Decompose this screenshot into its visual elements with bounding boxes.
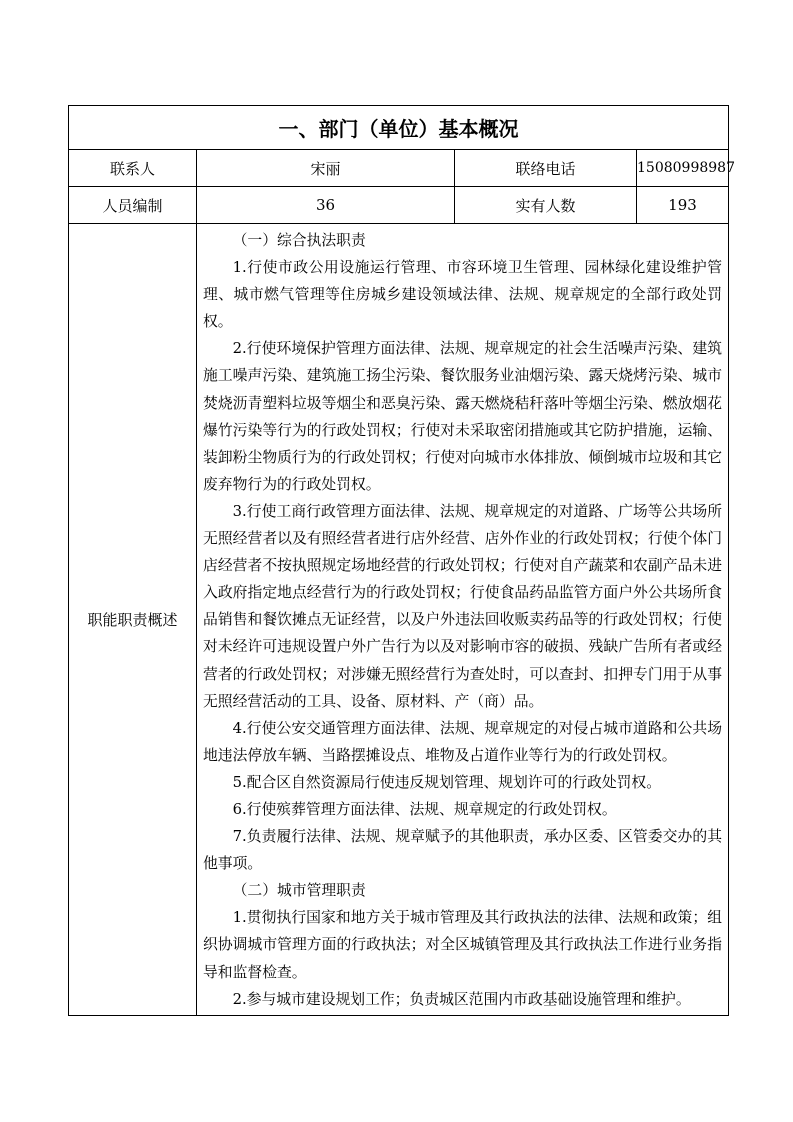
staff-label: 人员编制: [69, 187, 197, 224]
contact-value: 宋丽: [197, 150, 455, 187]
duty-paragraph: 2.行使环境保护管理方面法律、法规、规章规定的社会生活噪声污染、建筑施工噪声污染、建筑施工扬尘污染、餐饮服务业油烟污染、露天烧烤污染、城市焚烧沥青塑料垃圾等烟尘和恶臭污染、露天燃烧秸秆落叶等烟尘污染、燃放烟花爆竹污染等行为的行政处罚权；行使对未采取密闭措施或其它防护措施，运输、装卸粉尘物质行为的行政处罚权；行使对向城市水体排放、倾倒城市垃圾和其它废弃物行为的行政处罚权。: [203, 340, 722, 493]
duty-paragraph: 7.负责履行法律、法规、规章赋予的其他职责，承办区委、区管委交办的其他事项。: [203, 828, 722, 873]
duties-content: [197, 224, 729, 1016]
duty-heading: （二）城市管理职责: [232, 882, 366, 900]
contact-row: [69, 150, 729, 187]
staff-value: 36: [197, 187, 455, 224]
contact-label: 联系人: [69, 150, 197, 187]
duty-paragraph: 3.行使工商行政管理方面法律、法规、规章规定的对道路、广场等公共场所无照经营者以及有照经营者进行店外经营、店外作业的行政处罚权；行使个体门店经营者不按执照规定场地经营的行政处罚权；行使对自产蔬菜和农副产品未进入政府指定地点经营行为的行政处罚权；行使食品药品监管方面户外公共场所食品销售和餐饮摊点无证经营，以及户外违法回收贩卖药品等的行政处罚权；行使对未经许可违规设置户外广告行为以及对影响市容的破损、残缺广告所有者或经营者的行政处罚权；对涉嫌无照经营行为查处时，可以查封、扣押专门用于从事无照经营活动的工具、设备、原材料、产（商）品。: [203, 502, 722, 710]
phone-value: 15080998987: [637, 150, 729, 187]
duty-paragraph: 2.参与城市建设规划工作；负责城区范围内市政基础设施管理和维护。: [232, 990, 691, 1008]
duty-heading: （一）综合执法职责: [232, 232, 366, 249]
duties-row: [69, 224, 729, 1016]
duty-paragraph: 5.配合区自然资源局行使违反规划管理、规划许可的行政处罚权。: [232, 773, 662, 791]
duty-paragraph: 6.行使殡葬管理方面法律、法规、规章规定的行政处罚权。: [232, 800, 617, 818]
staff-row: [69, 187, 729, 224]
basic-info-table: [68, 105, 735, 1016]
actual-value: 193: [637, 187, 729, 224]
section-title: 一、部门（单位）基本概况: [69, 106, 729, 150]
duty-paragraph: 1.贯彻执行国家和地方关于城市管理及其行政执法的法律、法规和政策；组织协调城市管理方面的行政执法；对全区城镇管理及其行政执法工作进行业务指导和监督检查。: [203, 909, 722, 981]
duties-label: 职能职责概述: [69, 224, 197, 1016]
duty-paragraph: 4.行使公安交通管理方面法律、法规、规章规定的对侵占城市道路和公共场地违法停放车辆、当路摆摊设点、堆物及占道作业等行为的行政处罚权。: [203, 719, 722, 764]
actual-label: 实有人数: [455, 187, 637, 224]
phone-label: 联络电话: [455, 150, 637, 187]
duty-paragraph: 1.行使市政公用设施运行管理、市容环境卫生管理、园林绿化建设维护管理、城市燃气管理等住房城乡建设领域法律、法规、规章规定的全部行政处罚权。: [203, 259, 722, 331]
